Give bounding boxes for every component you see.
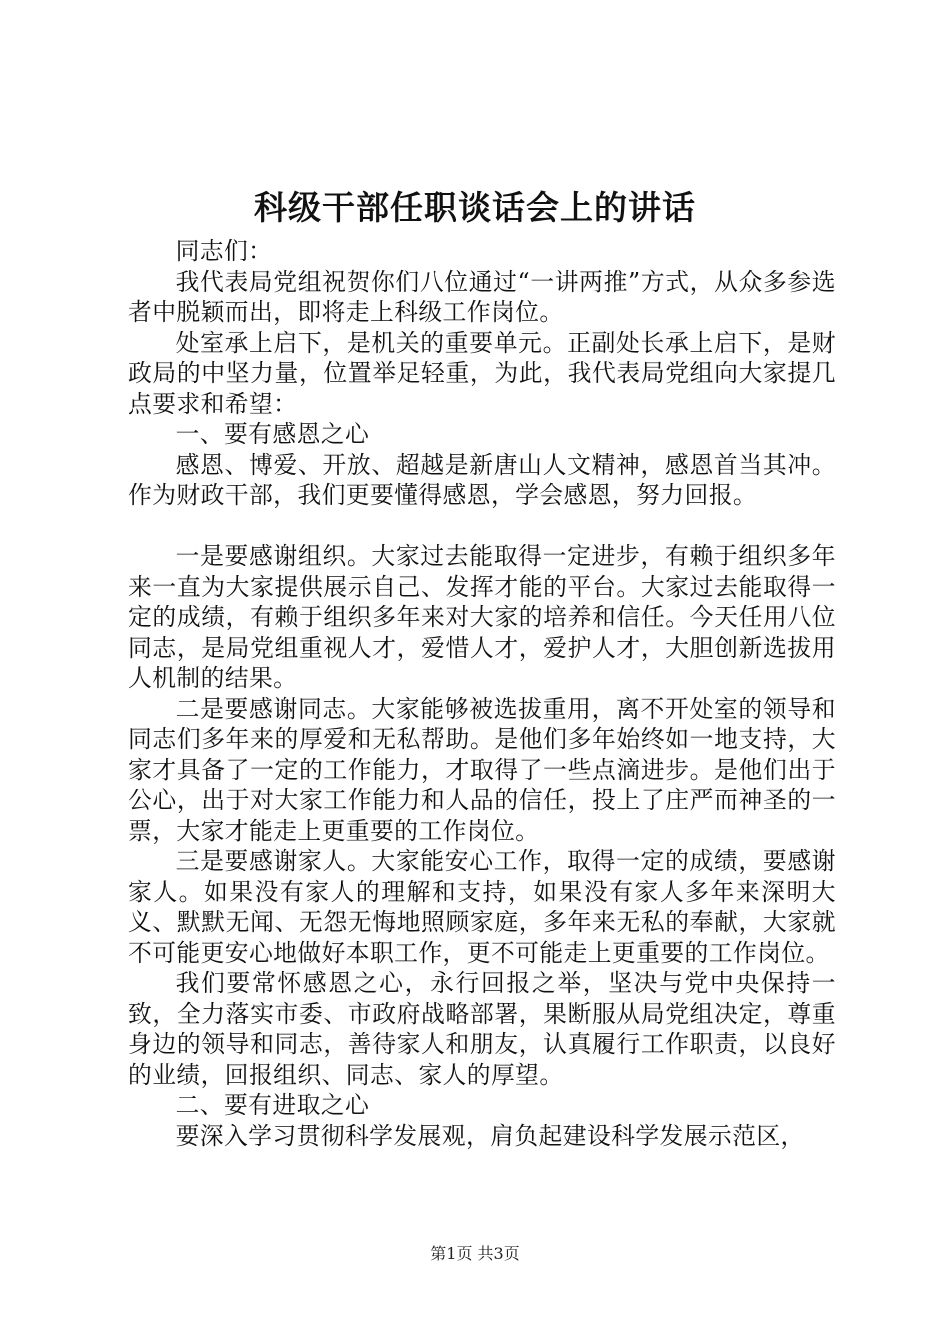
paragraph-repay: 我们要常怀感恩之心，永行回报之举，坚决与党中央保持一致，全力落实市委、市政府战略部署，果断服从局党组决定，尊重身边的领导和同志，善待家人和朋友，认真履行工作职责，以良好的业绩，回报组织、同志、家人的厚望。 [128,969,836,1089]
page-footer [0,1242,950,1266]
paragraph-salutation: 同志们： [175,237,273,265]
paragraph-thank-family: 三是要感谢家人。大家能安心工作，取得一定的成绩，要感谢家人。如果没有家人的理解和支持，如果没有家人多年来深明大义、默默无闻、无怨无悔地照顾家庭，多年来无私的奉献，大家就不可能更安心地做好本职工作，更不可能走上更重要的工作岗位。 [128,847,836,967]
paragraph-introduction: 处室承上启下，是机关的重要单元。正副处长承上启下，是财政局的中坚力量，位置举足轻重，为此，我代表局党组向大家提几点要求和希望： [128,328,836,418]
paragraph-ambition: 要深入学习贯彻科学发展观，肩负起建设科学发展示范区， [175,1121,805,1150]
paragraph-thank-colleagues: 二是要感谢同志。大家能够被选拔重用，离不开处室的领导和同志们多年来的厚爱和无私帮助。是他们多年始终如一地支持，大家才具备了一定的工作能力，才取得了一些点滴进步。是他们出于公心，出于对大家工作能力和人品的信任，投上了庄严而神圣的一票，大家才能走上更重要的工作岗位。 [128,694,836,845]
section-heading-gratitude: 一、要有感恩之心 [175,420,370,448]
document-title: 科级干部任职谈话会上的讲话 [254,188,696,227]
document-body [128,236,836,1151]
paragraph-congratulation: 我代表局党组祝贺你们八位通过“一讲两推”方式，从众多参选者中脱颖而出，即将走上科级工作岗位。 [128,267,836,326]
paragraph-gratitude-spirit: 感恩、博爱、开放、超越是新唐山人文精神，感恩首当其冲。作为财政干部，我们更要懂得感恩，学会感恩，努力回报。 [128,450,836,509]
page-total: 共3页 [477,1244,520,1263]
paragraph-thank-organization: 一是要感谢组织。大家过去能取得一定进步，有赖于组织多年来一直为大家提供展示自己、发挥才能的平台。大家过去能取得一定的成绩，有赖于组织多年来对大家的培养和信任。今天任用八位同志，是局党组重视人才，爱惜人才，爱护人才，大胆创新选拔用人机制的结果。 [128,542,836,692]
page-number: 第1页 [430,1244,473,1263]
section-heading-ambition: 二、要有进取之心 [175,1091,370,1119]
